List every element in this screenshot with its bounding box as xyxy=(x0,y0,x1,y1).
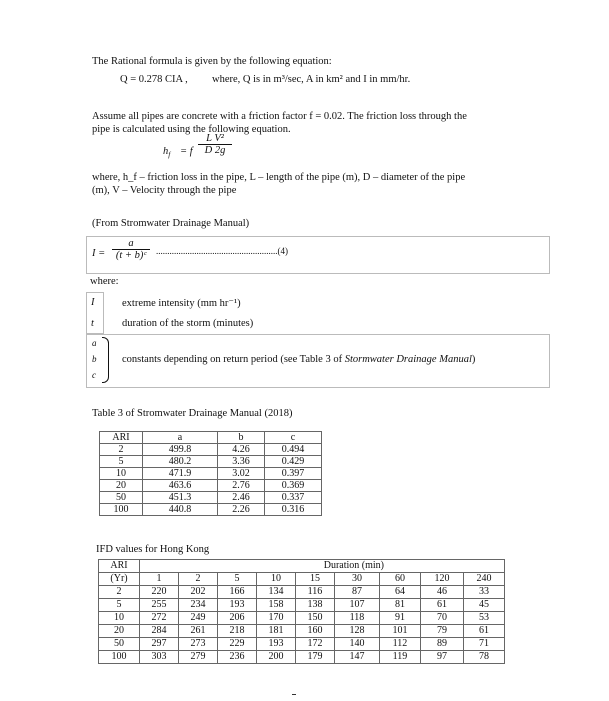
ifd-cell: 279 xyxy=(179,651,218,664)
ifd-cell: 79 xyxy=(421,625,464,638)
pipes-where-1: where, h_f – friction loss in the pipe, L – length of the pipe (m), D – diameter of the pipe xyxy=(92,172,466,183)
ifd-row xyxy=(99,625,505,638)
table3-cell: 0.337 xyxy=(265,492,322,504)
ifd-cell: 5 xyxy=(99,599,140,612)
table3-header: c xyxy=(265,432,322,444)
ifd-row xyxy=(99,586,505,599)
ifd-header-row xyxy=(99,560,505,573)
sym-c: c xyxy=(92,370,96,380)
table3-header: a xyxy=(143,432,218,444)
eq-I: I = xyxy=(92,248,106,259)
ifd-cell: 118 xyxy=(335,612,380,625)
table3-cell: 0.316 xyxy=(265,504,322,516)
duration-header: 5 xyxy=(218,573,257,586)
table3-cell: 440.8 xyxy=(143,504,218,516)
brace-icon xyxy=(102,337,109,383)
ifd-duration-row xyxy=(99,573,505,586)
table3-cell: 10 xyxy=(100,468,143,480)
ifd-cell: 61 xyxy=(421,599,464,612)
intensity-denominator: (t + b)ᶜ xyxy=(112,249,150,261)
ifd-cell: 249 xyxy=(179,612,218,625)
table3-cell: 471.9 xyxy=(143,468,218,480)
ifd-cell: 181 xyxy=(257,625,296,638)
ifd-cell: 71 xyxy=(464,638,505,651)
table3-row xyxy=(100,468,322,480)
ifd-cell: 193 xyxy=(218,599,257,612)
ifd-cell: 160 xyxy=(296,625,335,638)
ifd-cell: 234 xyxy=(179,599,218,612)
table3-cell: 2 xyxy=(100,444,143,456)
ifd-cell: 89 xyxy=(421,638,464,651)
ifd-cell: 147 xyxy=(335,651,380,664)
sym-a: a xyxy=(92,338,97,348)
ifd-cell: 100 xyxy=(99,651,140,664)
table3-cell: 451.3 xyxy=(143,492,218,504)
pipes-line-1: Assume all pipes are concrete with a friction factor f = 0.02. The friction loss through the xyxy=(92,111,467,122)
eq-fraction xyxy=(198,133,232,156)
ifd-cell: 140 xyxy=(335,638,380,651)
duration-header: 15 xyxy=(296,573,335,586)
ifd-cell: 20 xyxy=(99,625,140,638)
duration-header: 2 xyxy=(179,573,218,586)
ifd-cell: 229 xyxy=(218,638,257,651)
ifd-cell: 200 xyxy=(257,651,296,664)
ifd-cell: 116 xyxy=(296,586,335,599)
table3-cell: 3.02 xyxy=(218,468,265,480)
table3-cell: 2.26 xyxy=(218,504,265,516)
ifd-cell: 273 xyxy=(179,638,218,651)
table3-cell: 5 xyxy=(100,456,143,468)
pipes-line-2: pipe is calculated using the following equation. xyxy=(92,124,291,135)
duration-header: 10 xyxy=(257,573,296,586)
ifd-row xyxy=(99,651,505,664)
ifd-cell: 33 xyxy=(464,586,505,599)
eq-dots: ......................................................(4) xyxy=(156,246,288,256)
table3-cell: 50 xyxy=(100,492,143,504)
ifd-cell: 172 xyxy=(296,638,335,651)
table3-cell: 3.36 xyxy=(218,456,265,468)
manual-source: (From Stromwater Drainage Manual) xyxy=(92,218,250,229)
sym-box-1 xyxy=(86,292,104,334)
table3-cell: 0.429 xyxy=(265,456,322,468)
intensity-numerator: a xyxy=(128,238,134,249)
ifd-cell: 91 xyxy=(380,612,421,625)
table3-row xyxy=(100,504,322,516)
ifd-cell: 297 xyxy=(140,638,179,651)
ifd-cell: 78 xyxy=(464,651,505,664)
ifd-cell: 179 xyxy=(296,651,335,664)
table3-header: b xyxy=(218,432,265,444)
ifd-cell: 166 xyxy=(218,586,257,599)
ifd-cell: 218 xyxy=(218,625,257,638)
ifd-cell: 2 xyxy=(99,586,140,599)
table3-cell: 2.76 xyxy=(218,480,265,492)
table3 xyxy=(99,431,322,516)
ifd-cell: 81 xyxy=(380,599,421,612)
table3-cell: 0.369 xyxy=(265,480,322,492)
pipes-where-2: (m), V – Velocity through the pipe xyxy=(92,185,237,196)
table3-cell: 0.494 xyxy=(265,444,322,456)
ifd-cell: 255 xyxy=(140,599,179,612)
ifd-cell: 61 xyxy=(464,625,505,638)
ifd-cell: 64 xyxy=(380,586,421,599)
ifd-table xyxy=(98,559,505,664)
duration-header: 60 xyxy=(380,573,421,586)
def-sym: t xyxy=(91,318,94,329)
duration-header: 240 xyxy=(464,573,505,586)
table3-caption: Table 3 of Stromwater Drainage Manual (2018) xyxy=(92,408,293,419)
table3-cell: 463.6 xyxy=(143,480,218,492)
table3-cell: 20 xyxy=(100,480,143,492)
ifd-cell: 158 xyxy=(257,599,296,612)
duration-label: Duration (min) xyxy=(140,560,505,573)
table3-row xyxy=(100,492,322,504)
ifd-cell: 236 xyxy=(218,651,257,664)
table3-row xyxy=(100,480,322,492)
ifd-cell: 272 xyxy=(140,612,179,625)
table3-cell: 0.397 xyxy=(265,468,322,480)
ifd-cell: 138 xyxy=(296,599,335,612)
ifd-cell: 101 xyxy=(380,625,421,638)
intensity-fraction xyxy=(112,238,150,261)
table3-cell: 4.26 xyxy=(218,444,265,456)
table3-row xyxy=(100,456,322,468)
where-label: where: xyxy=(90,276,119,287)
ifd-cell: 170 xyxy=(257,612,296,625)
ifd-row xyxy=(99,612,505,625)
ifd-cell: 107 xyxy=(335,599,380,612)
ifd-row xyxy=(99,599,505,612)
ifd-cell: 119 xyxy=(380,651,421,664)
eq-numerator: L V² xyxy=(206,133,224,144)
intro-line: The Rational formula is given by the following equation: xyxy=(92,56,332,67)
table3-header-row xyxy=(100,432,322,444)
ifd-row xyxy=(99,638,505,651)
ifd-cell: 134 xyxy=(257,586,296,599)
ifd-cell: 70 xyxy=(421,612,464,625)
duration-header: 1 xyxy=(140,573,179,586)
table3-cell: 100 xyxy=(100,504,143,516)
duration-header: 30 xyxy=(335,573,380,586)
def-text: duration of the storm (minutes) xyxy=(122,318,254,329)
ifd-cell: 46 xyxy=(421,586,464,599)
ifd-cell: 97 xyxy=(421,651,464,664)
ifd-cell: 193 xyxy=(257,638,296,651)
ifd-cell: 220 xyxy=(140,586,179,599)
ifd-cell: 53 xyxy=(464,612,505,625)
table3-row xyxy=(100,444,322,456)
ari-label: ARI xyxy=(99,560,140,573)
ifd-cell: 303 xyxy=(140,651,179,664)
table3-cell: 480.2 xyxy=(143,456,218,468)
ifd-cell: 261 xyxy=(179,625,218,638)
ifd-cell: 112 xyxy=(380,638,421,651)
yr-label: (Yr) xyxy=(99,573,140,586)
rational-units: where, Q is in m³/sec, A in km² and I in mm/hr. xyxy=(212,74,411,85)
ifd-cell: 45 xyxy=(464,599,505,612)
constants-text: constants depending on return period (see Table 3 of Stormwater Drainage Manual) xyxy=(122,354,476,365)
ifd-cell: 128 xyxy=(335,625,380,638)
table3-cell: 2.46 xyxy=(218,492,265,504)
ifd-cell: 150 xyxy=(296,612,335,625)
eq-denominator: D 2g xyxy=(198,144,232,156)
eq-equals: = f xyxy=(180,146,193,157)
ifd-cell: 50 xyxy=(99,638,140,651)
ifd-cell: 10 xyxy=(99,612,140,625)
table3-header: ARI xyxy=(100,432,143,444)
ifd-caption: IFD values for Hong Kong xyxy=(96,544,210,555)
ifd-cell: 87 xyxy=(335,586,380,599)
duration-header: 120 xyxy=(421,573,464,586)
ifd-cell: 202 xyxy=(179,586,218,599)
sym-b: b xyxy=(92,354,97,364)
def-sym: I xyxy=(91,297,95,308)
ifd-cell: 206 xyxy=(218,612,257,625)
table3-cell: 499.8 xyxy=(143,444,218,456)
ifd-cell: 284 xyxy=(140,625,179,638)
def-text: extreme intensity (mm hr⁻¹) xyxy=(122,298,241,309)
rational-formula: Q = 0.278 CIA , xyxy=(120,74,188,85)
eq-hf: $h_f$ xyxy=(163,146,171,160)
